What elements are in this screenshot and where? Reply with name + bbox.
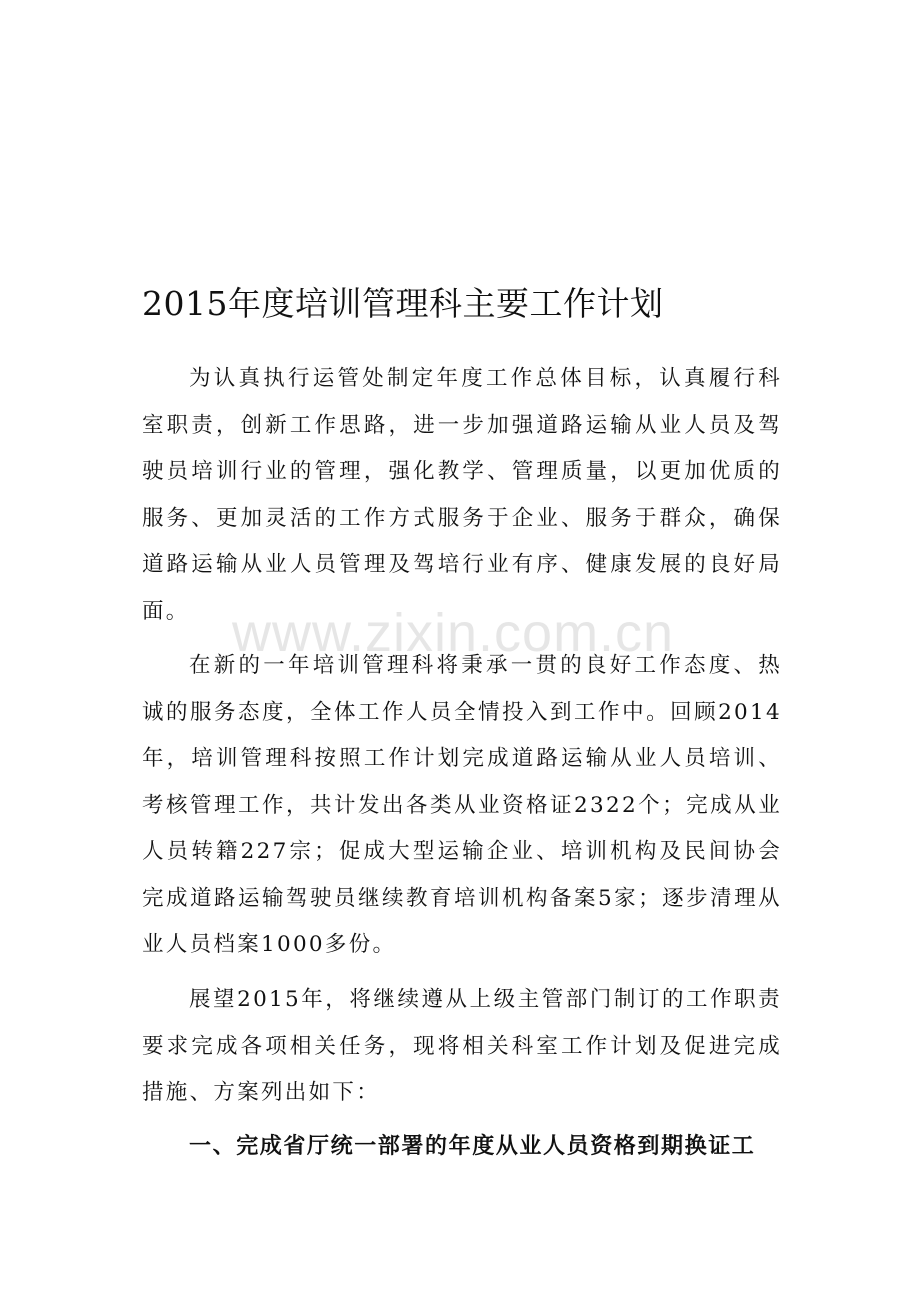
paragraph-outlook: 展望2015年，将继续遵从上级主管部门制订的工作职责要求完成各项相关任务，现将相关科室工作计划及促进完成措施、方案列出如下： <box>142 987 782 1105</box>
document-title: 2015年度培训管理科主要工作计划 <box>142 284 664 323</box>
watermark: www.zixin.com.cn <box>232 603 675 663</box>
section-heading: 一、完成省厅统一部署的年度从业人员资格到期换证工 <box>189 1134 756 1159</box>
paragraph-intro: 为认真执行运管处制定年度工作总体目标，认真履行科室职责，创新工作思路，进一步加强道路运输从业人员及驾驶员培训行业的管理，强化教学、管理质量，以更加优质的服务、更加灵活的工作方式服务于企业、服务于群众，确保道路运输从业人员管理及驾培行业有序、健康发展的良好局面。 <box>142 366 782 624</box>
paragraph-review: 在新的一年培训管理科将秉承一贯的良好工作态度、热诚的服务态度，全体工作人员全情投入到工作中。回顾2014年，培训管理科按照工作计划完成道路运输从业人员培训、考核管理工作，共计发出各类从业资格证2322个；完成从业人员转籍227宗；促成大型运输企业、培训机构及民间协会完成道路运输驾驶员继续教育培训机构备案5家；逐步清理从业人员档案1000多份。 <box>142 653 782 957</box>
